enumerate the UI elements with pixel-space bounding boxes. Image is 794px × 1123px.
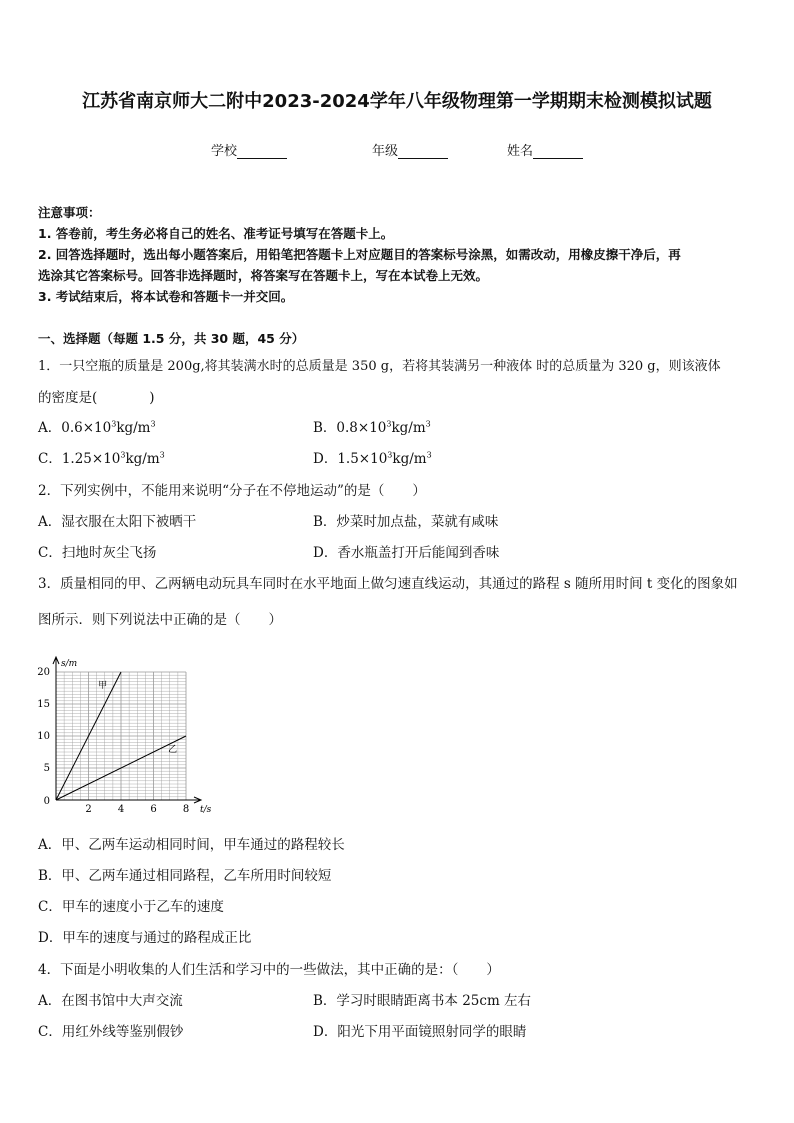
q4-stem bbox=[38, 958, 500, 978]
q1-b-exp: 3 bbox=[386, 419, 392, 429]
q2-option-c[interactable]: C．扫地时灰尘飞扬 bbox=[38, 545, 157, 561]
q3-stem-b bbox=[38, 608, 282, 628]
q2-stem-text: 2．下列实例中，不能用来说明“分子在不停地运动”的是（ bbox=[38, 483, 385, 499]
note-2b: 选涂其它答案标号。回答非选择题时，将答案写在答题卡上，写在本试卷上无效。 bbox=[38, 268, 489, 283]
notes-heading: 注意事项： bbox=[38, 205, 101, 220]
school-field bbox=[211, 140, 287, 159]
name-field bbox=[507, 140, 583, 159]
q1-d-unit: kg/m bbox=[392, 451, 427, 467]
y-tick-label: 10 bbox=[37, 731, 50, 742]
series-label-yi: 乙 bbox=[168, 745, 178, 755]
x-tick-label: 6 bbox=[150, 804, 157, 815]
q4-option-b[interactable]: B．学习时眼睛距离书本 25cm 左右 bbox=[313, 993, 532, 1009]
note-2a: 2. 回答选择题时，选出每小题答案后，用铅笔把答题卡上对应题目的答案标号涂黑，如需改动，用橡皮擦干净后，再 bbox=[38, 247, 681, 262]
q1-d-exp: 3 bbox=[387, 450, 393, 460]
q1-c-exp: 3 bbox=[120, 450, 126, 460]
q1-d-text: D．1.5×10 bbox=[313, 451, 388, 467]
q1-a-text: A．0.6×10 bbox=[38, 420, 112, 436]
grade-blank[interactable] bbox=[398, 144, 448, 159]
y-tick-label: 20 bbox=[37, 667, 50, 678]
page-title: 江苏省南京师大二附中2023-2024学年八年级物理第一学期期末检测模拟试题 bbox=[82, 91, 712, 112]
q1-d-unit-exp: 3 bbox=[426, 450, 432, 460]
q3-stem-text: 图所示．则下列说法中正确的是（ bbox=[38, 612, 241, 628]
q1-a-exp: 3 bbox=[111, 419, 117, 429]
grade-field bbox=[372, 140, 448, 159]
q3-option-c[interactable]: C．甲车的速度小于乙车的速度 bbox=[38, 899, 224, 915]
note-3: 3. 考试结束后，将本试卷和答题卡一并交回。 bbox=[38, 289, 294, 304]
series-label-jia: 甲 bbox=[98, 681, 108, 691]
x-axis-label: t/s bbox=[200, 805, 212, 815]
q2-option-b[interactable]: B．炒菜时加点盐，菜就有咸味 bbox=[313, 514, 499, 530]
section-heading: 一、选择题（每题 1.5 分，共 30 题，45 分） bbox=[38, 331, 305, 346]
q3-option-d[interactable]: D．甲车的速度与通过的路程成正比 bbox=[38, 930, 252, 946]
q2-stem-close: ） bbox=[412, 483, 426, 499]
q2-option-a[interactable]: A．湿衣服在太阳下被晒干 bbox=[38, 514, 197, 530]
q1-a-unit: kg/m bbox=[116, 420, 151, 436]
q3-stem-a: 3．质量相同的甲、乙两辆电动玩具车同时在水平地面上做匀速直线运动，其通过的路程 s 随所用时间 t 变化的图象如 bbox=[38, 576, 738, 592]
q1-b-unit-exp: 3 bbox=[425, 419, 431, 429]
q1-a-unit-exp: 3 bbox=[150, 419, 156, 429]
x-tick-label: 8 bbox=[182, 804, 190, 815]
q1-c-text: C．1.25×10 bbox=[38, 451, 121, 467]
q3-option-b[interactable]: B．甲、乙两车通过相同路程，乙车所用时间较短 bbox=[38, 868, 332, 884]
q1-stem-text: 的密度是( bbox=[38, 390, 98, 406]
q1-c-unit-exp: 3 bbox=[159, 450, 165, 460]
q2-stem bbox=[38, 479, 426, 499]
q1-b-text: B．0.8×10 bbox=[313, 420, 387, 436]
q1-stem-b bbox=[38, 386, 155, 406]
name-label: 姓名 bbox=[507, 144, 534, 159]
x-tick-label: 2 bbox=[85, 804, 92, 815]
q1-option-d[interactable] bbox=[313, 447, 432, 467]
name-blank[interactable] bbox=[533, 144, 583, 159]
q1-option-a[interactable] bbox=[38, 416, 156, 436]
q1-stem-a: 1．一只空瓶的质量是 200g,将其装满水时的总质量是 350 g，若将其装满另一种液体 时的总质量为 320 g，则该液体 bbox=[38, 359, 721, 374]
q1-b-unit: kg/m bbox=[391, 420, 426, 436]
y-tick-label: 5 bbox=[43, 763, 50, 774]
q4-option-a[interactable]: A．在图书馆中大声交流 bbox=[38, 993, 183, 1009]
q4-stem-close: ） bbox=[486, 962, 500, 978]
q3-stem-close: ） bbox=[268, 612, 282, 628]
q1-option-c[interactable] bbox=[38, 447, 165, 467]
q4-option-d[interactable]: D．阳光下用平面镜照射同学的眼睛 bbox=[313, 1024, 527, 1040]
q4-option-c[interactable]: C．用红外线等鉴别假钞 bbox=[38, 1024, 184, 1040]
school-blank[interactable] bbox=[237, 144, 287, 159]
school-label: 学校 bbox=[211, 144, 238, 159]
y-tick-label: 15 bbox=[37, 699, 50, 710]
y-axis-label: s/m bbox=[61, 659, 78, 669]
q1-option-b[interactable] bbox=[313, 416, 431, 436]
note-1: 1. 答卷前，考生务必将自己的姓名、准考证号填写在答题卡上。 bbox=[38, 226, 394, 241]
origin-label: 0 bbox=[43, 796, 50, 807]
q1-c-unit: kg/m bbox=[125, 451, 160, 467]
grade-label: 年级 bbox=[372, 144, 399, 159]
q4-stem-text: 4．下面是小明收集的人们生活和学习中的一些做法，其中正确的是：（ bbox=[38, 962, 459, 978]
q1-stem-close: ) bbox=[149, 390, 155, 406]
q3-option-a[interactable]: A．甲、乙两车运动相同时间，甲车通过的路程较长 bbox=[38, 837, 345, 853]
q2-option-d[interactable]: D．香水瓶盖打开后能闻到香味 bbox=[313, 545, 500, 561]
x-tick-label: 4 bbox=[117, 804, 125, 815]
st-graph bbox=[28, 640, 228, 820]
